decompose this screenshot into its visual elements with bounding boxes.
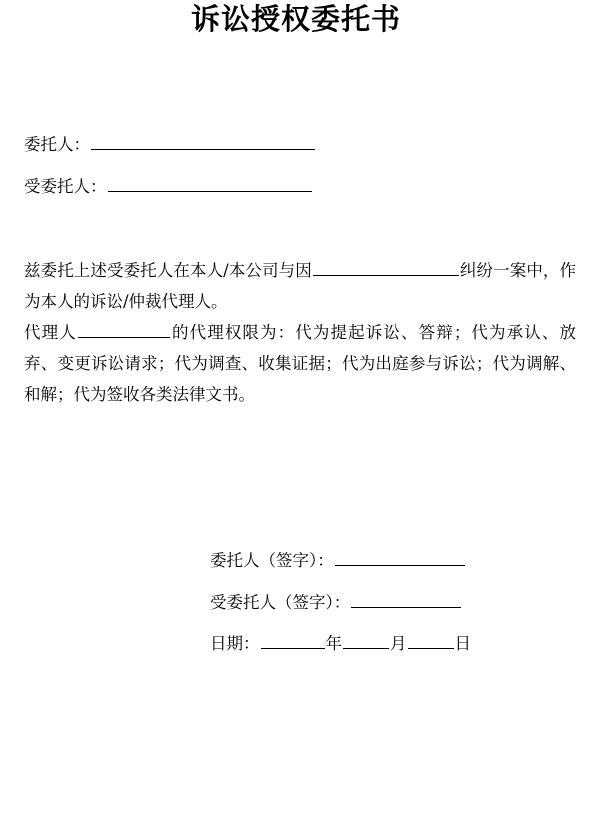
body-sentence-1: 兹委托上述受委托人在本人/本公司与因 bbox=[24, 261, 312, 280]
agent-label: 受委托人： bbox=[24, 177, 107, 196]
document-title: 诉讼授权委托书 bbox=[190, 2, 401, 36]
principal-blank[interactable] bbox=[91, 133, 315, 150]
month-blank[interactable] bbox=[343, 632, 389, 649]
agent-sign-line bbox=[210, 591, 462, 614]
agent-blank[interactable] bbox=[108, 175, 312, 192]
principal-sign-label: 委托人（签字）： bbox=[210, 551, 334, 570]
year-label: 年 bbox=[325, 634, 342, 653]
authorization-body bbox=[24, 255, 576, 410]
year-blank[interactable] bbox=[261, 632, 325, 649]
principal-sign-blank[interactable] bbox=[335, 549, 465, 566]
month-label: 月 bbox=[390, 634, 407, 653]
body-sentence-3: 代理人 bbox=[24, 323, 77, 342]
agent-sign-label: 受委托人（签字）： bbox=[210, 593, 351, 612]
dispute-blank[interactable] bbox=[313, 259, 459, 276]
date-line bbox=[210, 632, 471, 655]
body-sentence-2: 纠纷一案中，作为本人的诉讼/仲裁代理人。 bbox=[24, 261, 577, 311]
principal-sign-line bbox=[210, 549, 466, 572]
principal-label: 委托人： bbox=[24, 135, 90, 154]
principal-line bbox=[24, 133, 316, 156]
agent-line bbox=[24, 175, 313, 198]
date-label: 日期： bbox=[210, 634, 260, 653]
body-sentence-4: 的代理权限为：代为提起诉讼、答辩；代为承认、放弃、变更诉讼请求；代为调查、收集证据；代为出庭参与诉讼；代为调解、和解；代为签收各类法律文书。 bbox=[24, 323, 577, 404]
agent-sign-blank[interactable] bbox=[351, 591, 461, 608]
day-blank[interactable] bbox=[408, 632, 454, 649]
agent-name-blank[interactable] bbox=[78, 321, 170, 338]
day-label: 日 bbox=[454, 634, 471, 653]
